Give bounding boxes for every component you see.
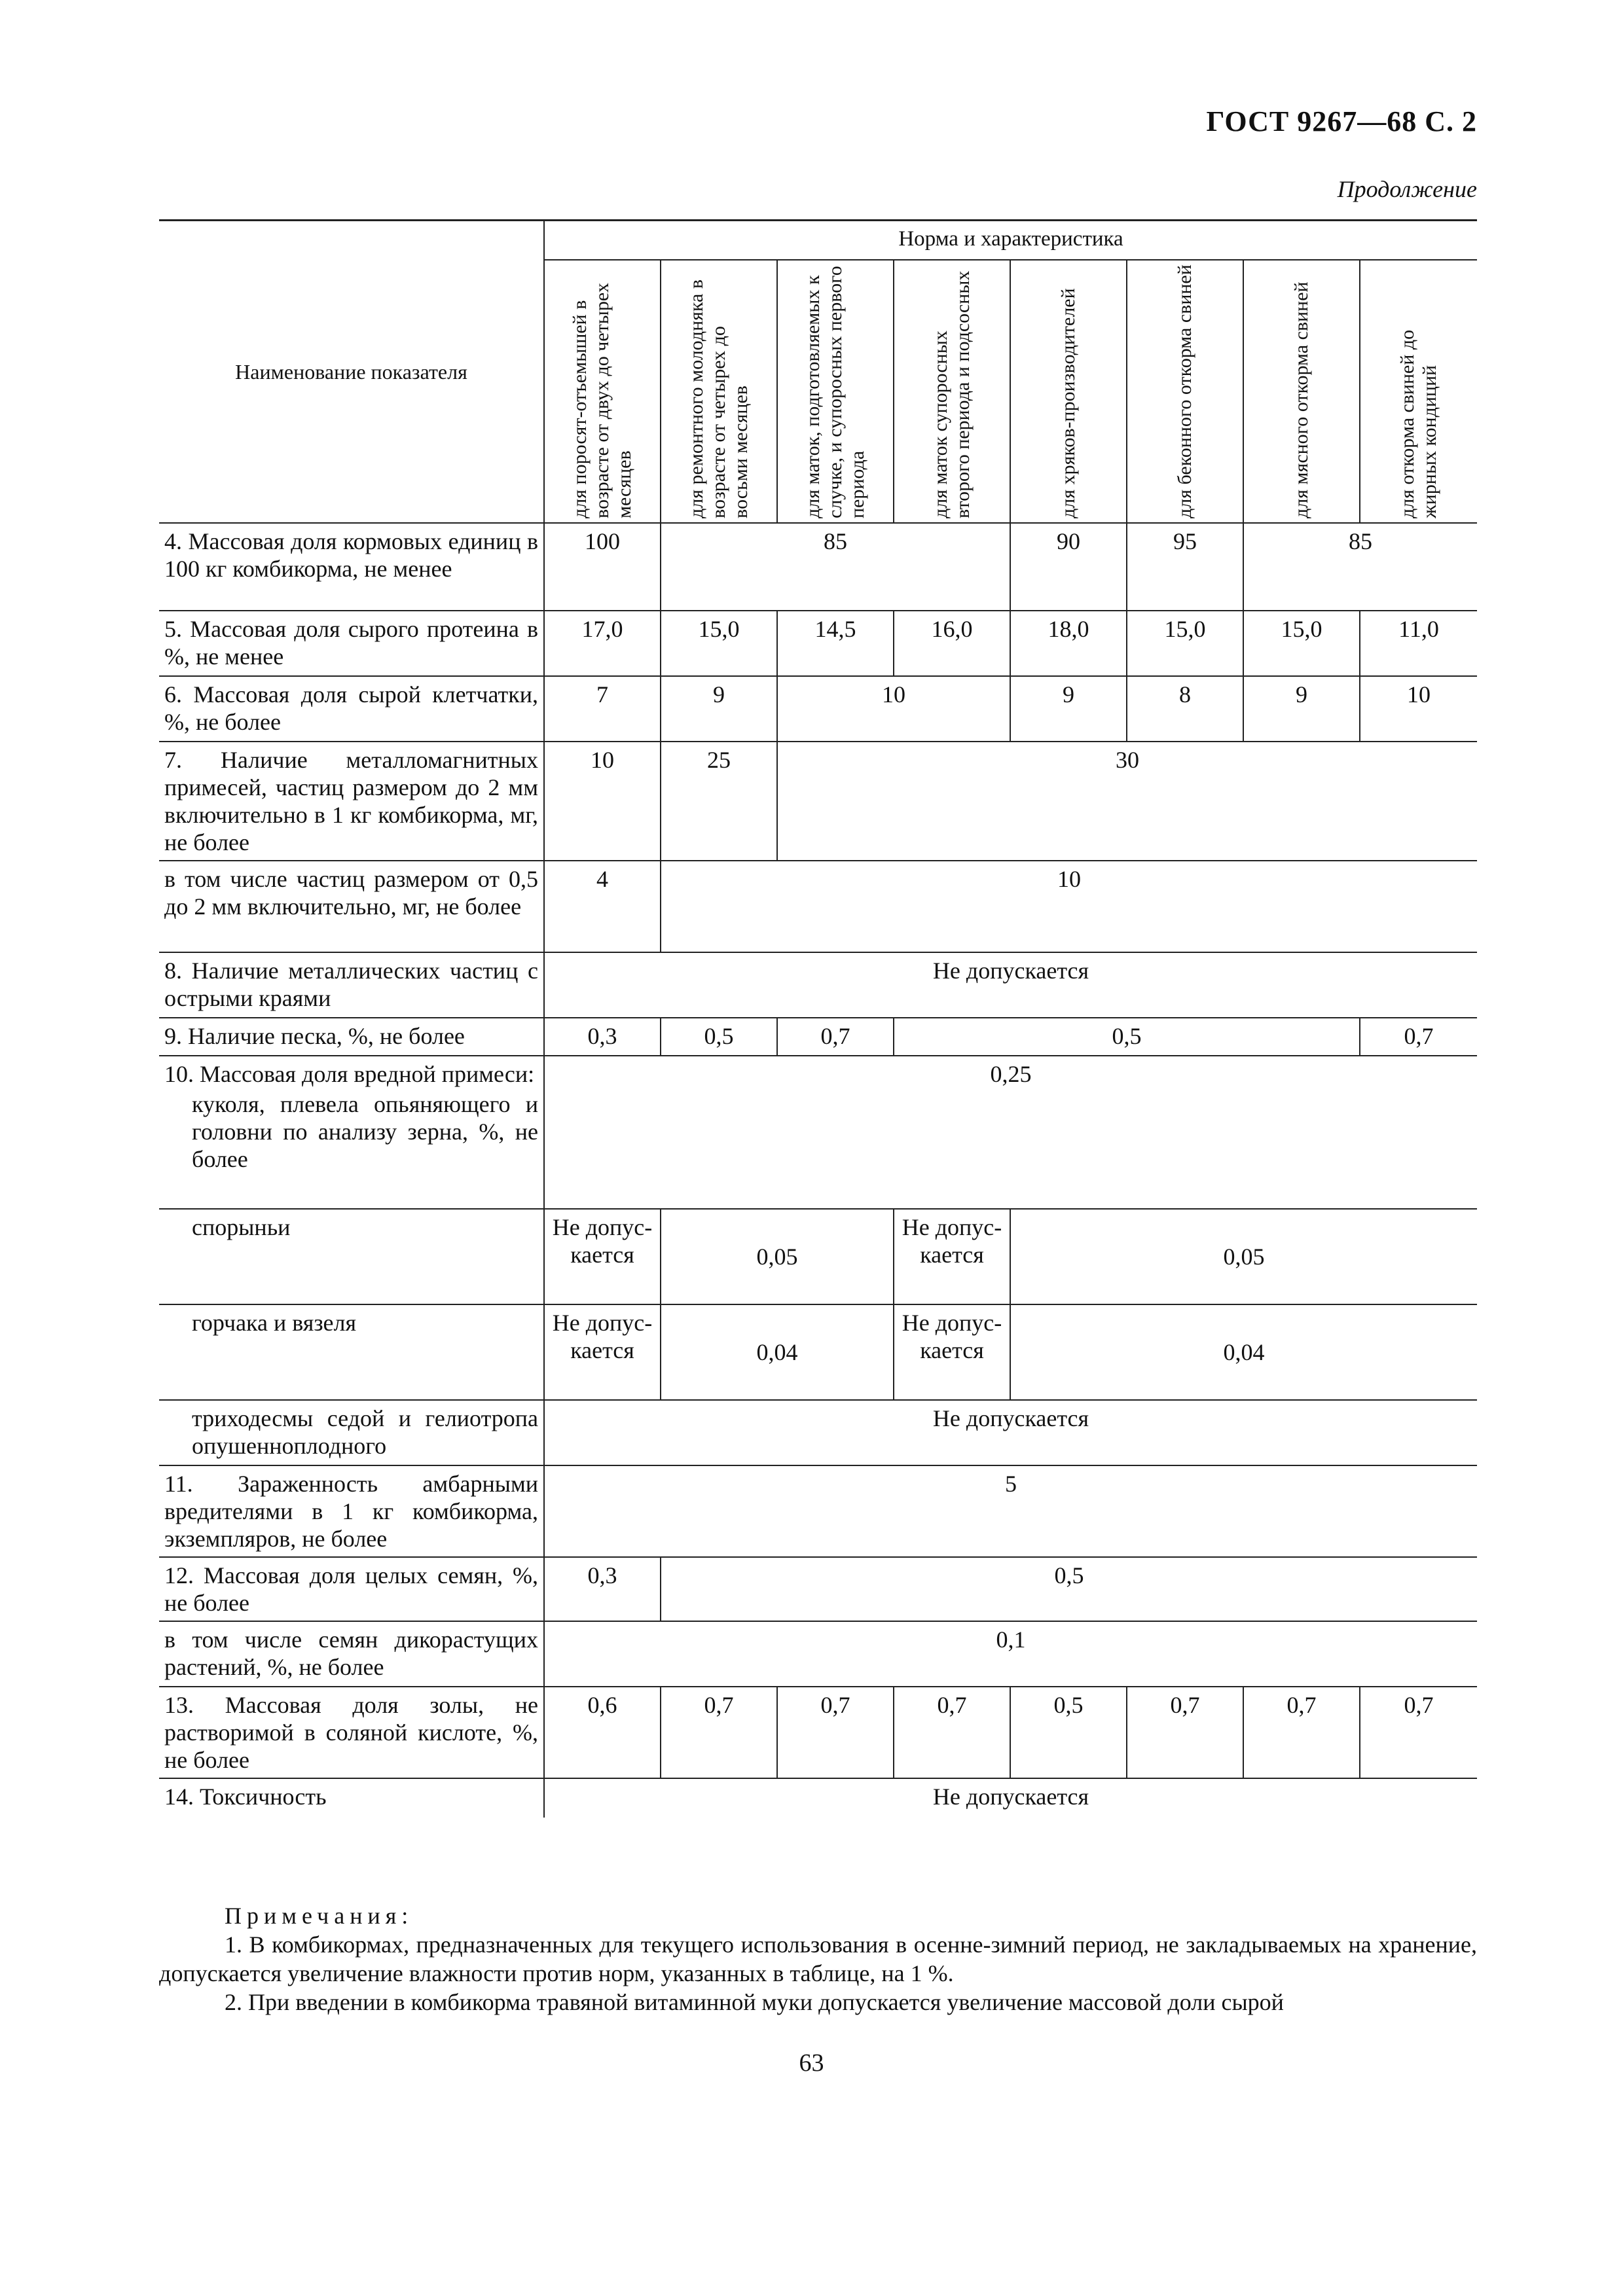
row-name: 4. Массовая доля кормовых единиц в 100 кг комбикорма, не менее — [159, 523, 544, 611]
continuation-label: Продолжение — [1337, 176, 1477, 202]
column-header-sows-second-period: для маток супоросных второго периода и подсосных — [894, 260, 1010, 523]
cell-value: Не допускается — [544, 952, 1477, 1018]
cell-value: 9 — [661, 676, 777, 742]
cell-value: 0,5 — [661, 1557, 1477, 1621]
table-header-row — [159, 221, 1477, 260]
cell-value: 15,0 — [1127, 611, 1243, 676]
row-name: в том числе семян дикорастущих растений, %, не более — [159, 1621, 544, 1687]
cell-value: 0,7 — [894, 1687, 1010, 1778]
row-name-sub: куколя, плевела опьяняющего и головни по анализу зерна, %, не более — [192, 1091, 538, 1172]
table-row — [159, 1778, 1477, 1818]
cell-value: 100 — [544, 523, 661, 611]
column-header-meat-fattening: для мясного откорма свиней — [1243, 260, 1360, 523]
row-name: 8. Наличие металлических частиц с острыми краями — [159, 952, 544, 1018]
cell-value: 10 — [777, 676, 1010, 742]
page-header: ГОСТ 9267—68 С. 2 — [1206, 105, 1477, 137]
note-item: 2. При введении в комбикорма травяной витаминной муки допускается увеличение массовой доли сырой — [225, 1989, 1284, 2015]
cell-value: 0,7 — [1360, 1687, 1477, 1778]
table-row — [159, 523, 1477, 611]
row-name: 13. Массовая доля золы, не растворимой в соляной кислоте, %, не более — [159, 1687, 544, 1778]
cell-value: Не допус-кается — [894, 1304, 1010, 1400]
column-header-fat-fattening: для откорма свиней до жирных кондиций — [1360, 260, 1477, 523]
cell-value: 0,04 — [1010, 1304, 1477, 1400]
cell-value: 15,0 — [661, 611, 777, 676]
cell-value: 0,3 — [544, 1557, 661, 1621]
row-name: 5. Массовая доля сырого протеина в %, не менее — [159, 611, 544, 676]
table-row — [159, 611, 1477, 676]
table-row — [159, 1621, 1477, 1687]
cell-value: 5 — [544, 1465, 1477, 1557]
table-row — [159, 1018, 1477, 1056]
table-row — [159, 1400, 1477, 1465]
cell-value: 0,7 — [1127, 1687, 1243, 1778]
cell-value: 9 — [1243, 676, 1360, 742]
cell-value: 18,0 — [1010, 611, 1127, 676]
column-header-young-stock: для ремонтного молодняка в возрасте от четырех до восьми месяцев — [661, 260, 777, 523]
row-name: 14. Токсичность — [159, 1778, 544, 1818]
row-name: 12. Массовая доля целых семян, %, не более — [159, 1557, 544, 1621]
table-row — [159, 1209, 1477, 1304]
cell-value: 10 — [544, 742, 661, 861]
cell-value: 15,0 — [1243, 611, 1360, 676]
cell-value: 0,3 — [544, 1018, 661, 1056]
cell-value: 8 — [1127, 676, 1243, 742]
row-name-main: 10. Массовая доля вредной примеси: — [164, 1061, 535, 1087]
row-name: горчака и вязеля — [159, 1304, 544, 1400]
cell-value: 0,25 — [544, 1056, 1477, 1209]
cell-value: 0,5 — [1010, 1687, 1127, 1778]
cell-value: 0,6 — [544, 1687, 661, 1778]
cell-value: 0,05 — [661, 1209, 894, 1304]
cell-value: 9 — [1010, 676, 1127, 742]
cell-value: Не допус-кается — [544, 1304, 661, 1400]
row-name: 6. Массовая доля сырой клетчатки, %, не более — [159, 676, 544, 742]
cell-value: 0,04 — [661, 1304, 894, 1400]
cell-value: 30 — [777, 742, 1477, 861]
row-name: 11. Зараженность амбарными вредителями в 1 кг комбикорма, экземпляров, не более — [159, 1465, 544, 1557]
column-header-sows-first-period: для маток, подготовляемых к случке, и супоросных первого периода — [777, 260, 894, 523]
table-row — [159, 742, 1477, 861]
cell-value: Не допус-кается — [894, 1209, 1010, 1304]
specification-table — [159, 219, 1477, 1818]
cell-value: 7 — [544, 676, 661, 742]
cell-value: 11,0 — [1360, 611, 1477, 676]
cell-value: 10 — [1360, 676, 1477, 742]
cell-value: 85 — [1243, 523, 1477, 611]
column-header-norm: Норма и характеристика — [544, 221, 1477, 260]
table-row — [159, 676, 1477, 742]
cell-value: 0,7 — [1360, 1018, 1477, 1056]
cell-value: 17,0 — [544, 611, 661, 676]
column-header-name: Наименование показателя — [159, 221, 544, 524]
cell-value: 95 — [1127, 523, 1243, 611]
column-header-piglets: для поросят-отъемышей в возрасте от двух до четырех месяцев — [544, 260, 661, 523]
cell-value: 0,05 — [1010, 1209, 1477, 1304]
row-name: в том числе частиц размером от 0,5 до 2 мм включительно, мг, не более — [159, 861, 544, 952]
table-row — [159, 1304, 1477, 1400]
row-name: спорыньи — [159, 1209, 544, 1304]
cell-value: 14,5 — [777, 611, 894, 676]
cell-value: Не допускается — [544, 1400, 1477, 1465]
row-name — [159, 1056, 544, 1209]
table-row — [159, 1557, 1477, 1621]
cell-value: 4 — [544, 861, 661, 952]
cell-value: 0,7 — [777, 1687, 894, 1778]
column-header-boars: для хряков-производителей — [1010, 260, 1127, 523]
table-row — [159, 952, 1477, 1018]
note-item: 1. В комбикормах, предназначенных для текущего использования в осенне-зимний период, не закладываемых на хранение, допускается увеличение влажности против норм, указанных в таблице, на 1 %. — [159, 1931, 1477, 1986]
cell-value: 25 — [661, 742, 777, 861]
cell-value: Не допус-кается — [544, 1209, 661, 1304]
table-row — [159, 1687, 1477, 1778]
row-name: 9. Наличие песка, %, не более — [159, 1018, 544, 1056]
notes-section — [159, 1901, 1477, 2017]
cell-value: 0,7 — [777, 1018, 894, 1056]
cell-value: 0,5 — [661, 1018, 777, 1056]
row-name: триходесмы седой и гелиотропа опушенноплодного — [159, 1400, 544, 1465]
cell-value: 0,7 — [661, 1687, 777, 1778]
notes-title: Примечания: — [225, 1903, 414, 1929]
table-row — [159, 861, 1477, 952]
row-name: 7. Наличие металломагнитных примесей, частиц размером до 2 мм включительно в 1 кг комбикорма, мг, не более — [159, 742, 544, 861]
cell-value: 0,7 — [1243, 1687, 1360, 1778]
cell-value: 16,0 — [894, 611, 1010, 676]
cell-value: 10 — [661, 861, 1477, 952]
page-number: 63 — [799, 2049, 824, 2077]
cell-value: 90 — [1010, 523, 1127, 611]
cell-value: Не допускается — [544, 1778, 1477, 1818]
table-row — [159, 1056, 1477, 1209]
column-header-bacon-fattening: для беконного откорма свиней — [1127, 260, 1243, 523]
table-row — [159, 1465, 1477, 1557]
cell-value: 0,1 — [544, 1621, 1477, 1687]
cell-value: 0,5 — [894, 1018, 1360, 1056]
cell-value: 85 — [661, 523, 1010, 611]
